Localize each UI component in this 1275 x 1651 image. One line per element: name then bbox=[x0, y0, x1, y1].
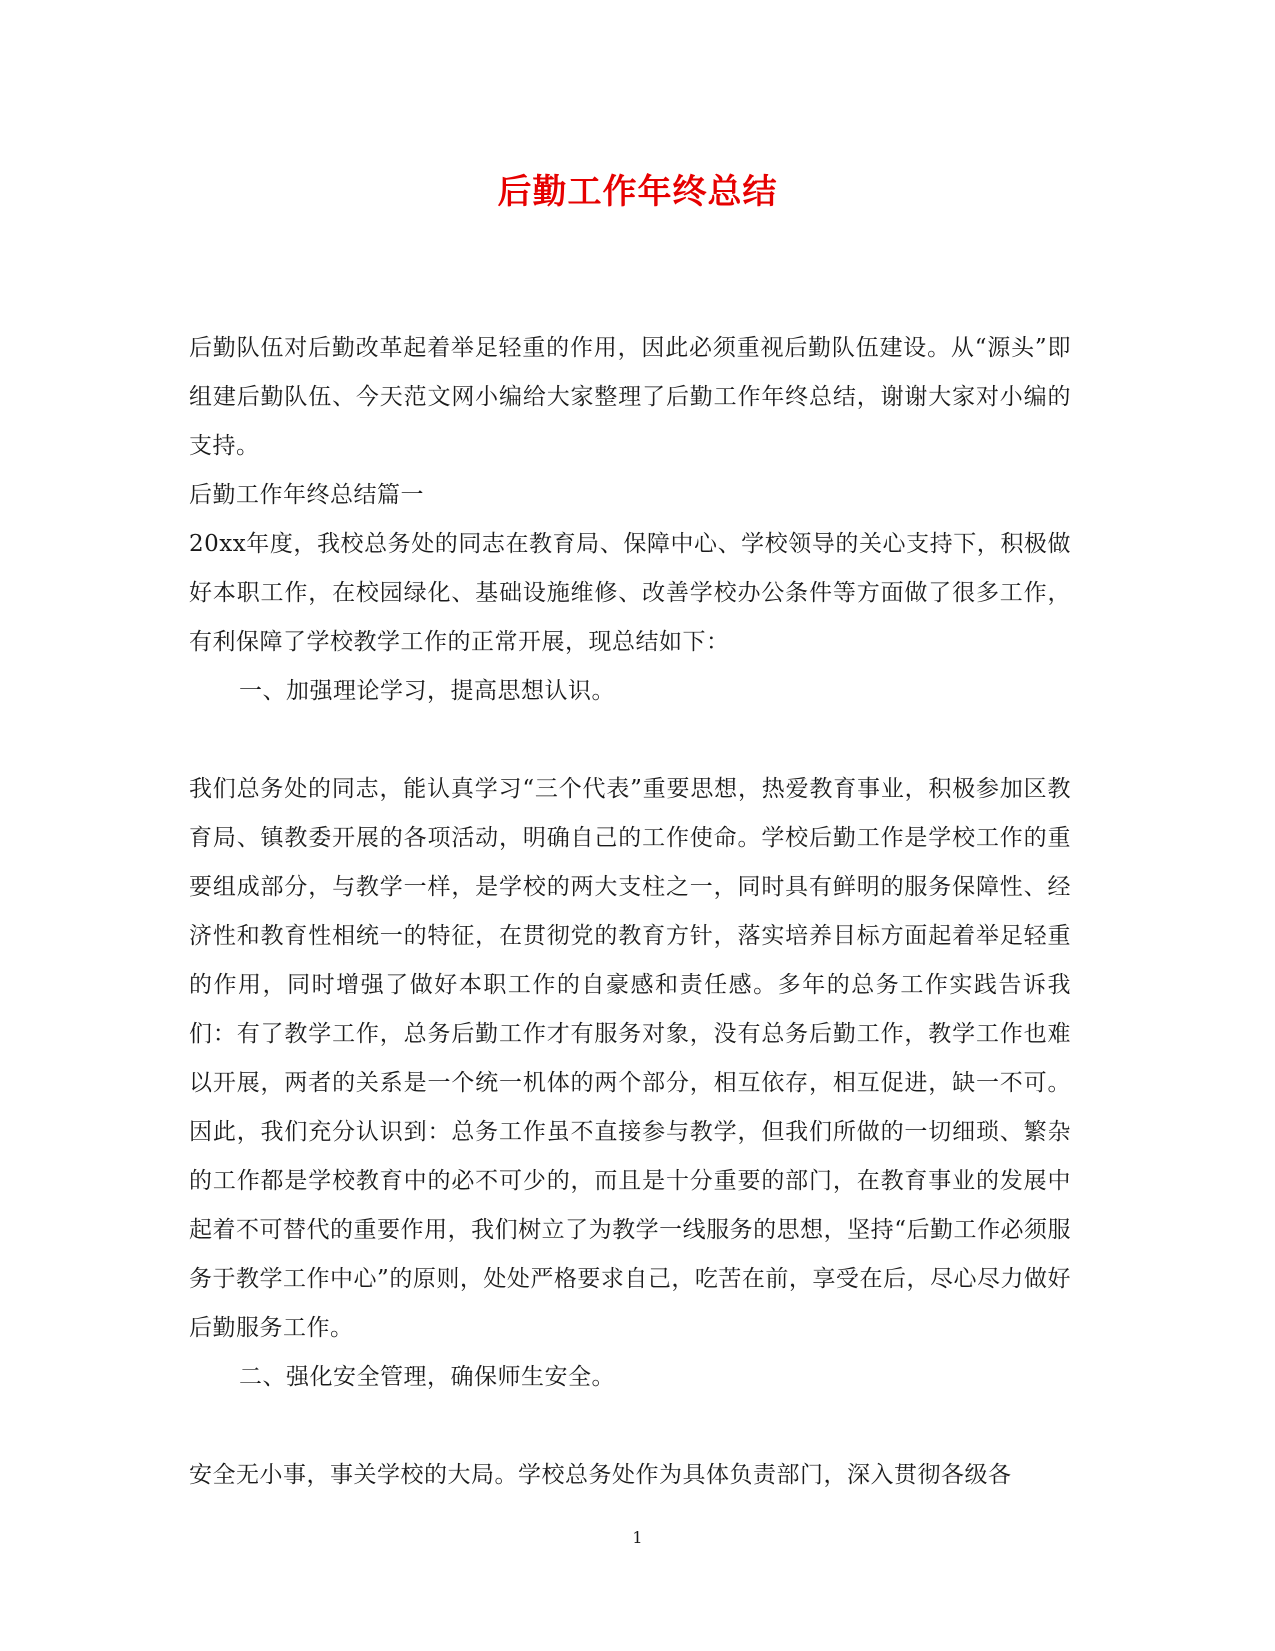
theory-paragraph: 我们总务处的同志，能认真学习“三个代表”重要思想，热爱教育事业，积极参加区教育局、镇教委开展的各项活动，明确自己的工作使命。学校后勤工作是学校工作的重要组成部分，与教学一样，是学校的两大支柱之一，同时具有鲜明的服务保障性、经济性和教育性相统一的特征，在贯彻党的教育方针，落实培养目标方面起着举足轻重的作用，同时增强了做好本职工作的自豪感和责任感。多年的总务工作实践告诉我们：有了教学工作，总务后勤工作才有服务对象，没有总务后勤工作，教学工作也难以开展，两者的关系是一个统一机体的两个部分，相互依存，相互促进，缺一不可。因此，我们充分认识到：总务工作虽不直接参与教学，但我们所做的一切细琐、繁杂的工作都是学校教育中的必不可少的，而且是十分重要的部门，在教育事业的发展中起着不可替代的重要作用，我们树立了为教学一线服务的思想，坚持“后勤工作必须服务于教学工作中心”的原则，处处严格要求自己，吃苦在前，享受在后，尽心尽力做好后勤服务工作。 bbox=[189, 776, 1071, 1341]
document-body bbox=[189, 324, 1071, 1500]
safety-paragraph: 安全无小事，事关学校的大局。学校总务处作为具体负责部门，深入贯彻各级各 bbox=[189, 1462, 1012, 1488]
heading-one: 一、加强理论学习，提高思想认识。 bbox=[239, 678, 615, 704]
intro-paragraph: 后勤队伍对后勤改革起着举足轻重的作用，因此必须重视后勤队伍建设。从“源头”即组建后勤队伍、今天范文网小编给大家整理了后勤工作年终总结，谢谢大家对小编的支持。 bbox=[189, 335, 1071, 459]
document-title: 后勤工作年终总结 bbox=[497, 172, 778, 212]
overview-paragraph: 20xx年度，我校总务处的同志在教育局、保障中心、学校领导的关心支持下，积极做好本职工作，在校园绿化、基础设施维修、改善学校办公条件等方面做了很多工作，有利保障了学校教学工作的正常开展，现总结如下： bbox=[189, 531, 1071, 655]
section-title: 后勤工作年终总结篇一 bbox=[189, 482, 424, 508]
page-number: 1 bbox=[632, 1528, 643, 1547]
heading-two: 二、强化安全管理，确保师生安全。 bbox=[239, 1364, 615, 1390]
